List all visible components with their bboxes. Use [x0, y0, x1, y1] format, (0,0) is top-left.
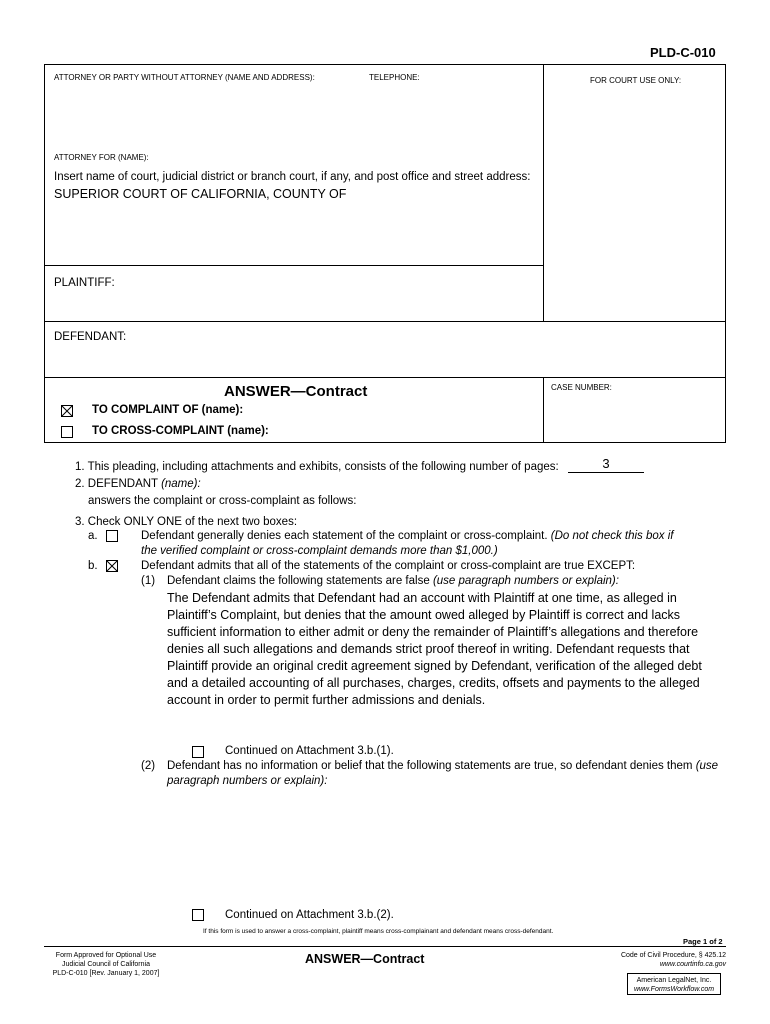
response-line: and a detailed accounting of all purchases, charges, credits, offsets and payments to the alleged — [167, 676, 700, 690]
item2-text: answers the complaint or cross-complaint as follows: — [88, 495, 357, 507]
item3b-text: Defendant admits that all of the statements of the complaint or cross-complaint are true EXCEPT: — [141, 560, 636, 572]
form-id: PLD-C-010 — [650, 45, 716, 60]
response-line: Plaintiff’s Complaint, but denies that the amount owed alleged by Plaintiff is correct and lacks — [167, 608, 681, 622]
continued-2-checkbox[interactable] — [192, 909, 204, 921]
item3a-note: (Do not check this box if — [550, 530, 674, 542]
response-line: account in order to permit further admissions and denials. — [167, 693, 486, 707]
to-complaint-label: TO COMPLAINT OF (name): — [92, 404, 244, 416]
approval-line: Judicial Council of California — [62, 961, 150, 968]
form-approval — [44, 951, 168, 978]
approval-line: Form Approved for Optional Use — [55, 952, 157, 959]
court-instruction: Insert name of court, judicial district or branch court, if any, and post office and street address: — [54, 171, 531, 183]
court-use-label: FOR COURT USE ONLY: — [590, 76, 682, 85]
item3b1-marker: (1) — [141, 575, 156, 587]
item2-label: 2. DEFENDANT — [75, 478, 158, 490]
approval-line: PLD-C-010 [Rev. January 1, 2007] — [52, 970, 160, 977]
continued-2-label: Continued on Attachment 3.b.(2). — [225, 909, 394, 921]
item3a-text: Defendant generally denies each statement of the complaint or cross-complaint. — [141, 530, 548, 542]
item3b1-hint: (use paragraph numbers or explain): — [432, 575, 619, 587]
court-website: www.courtinfo.ca.gov — [659, 961, 726, 968]
item3b1-response[interactable] — [167, 590, 727, 709]
case-number-label: CASE NUMBER: — [551, 383, 612, 392]
to-cross-complaint-checkbox[interactable] — [61, 426, 73, 438]
item3b2-marker: (2) — [141, 760, 156, 772]
continued-1-checkbox[interactable] — [192, 746, 204, 758]
telephone-label: TELEPHONE: — [369, 73, 420, 82]
item3b2-hint: (use — [695, 760, 719, 772]
page-count-field[interactable]: 3 — [568, 456, 644, 473]
defendant-label: DEFENDANT: — [54, 331, 127, 343]
attorney-label: ATTORNEY OR PARTY WITHOUT ATTORNEY (NAME AND ADDRESS): — [54, 73, 315, 82]
item3b-marker: b. — [88, 560, 98, 572]
code-line: Code of Civil Procedure, § 425.12 — [620, 952, 726, 959]
continued-1-label: Continued on Attachment 3.b.(1). — [225, 745, 394, 757]
item3a-marker: a. — [88, 530, 98, 542]
item3b2-hint-continued: paragraph numbers or explain): — [167, 775, 328, 787]
to-cross-complaint-label: TO CROSS-COMPLAINT (name): — [92, 425, 269, 437]
item2-name-hint: (name): — [161, 478, 201, 490]
check-x-icon — [107, 561, 117, 571]
item3b2-text: Defendant has no information or belief that the following statements are true, so defendant denies them — [167, 760, 693, 772]
item3-text: 3. Check ONLY ONE of the next two boxes: — [75, 516, 298, 528]
footer-title: ANSWER—Contract — [305, 952, 425, 966]
attorney-for-label: ATTORNEY FOR (NAME): — [54, 153, 149, 162]
page-number: Page 1 of 2 — [683, 937, 723, 946]
caption-title: ANSWER—Contract — [224, 383, 368, 400]
plaintiff-label: PLAINTIFF: — [54, 277, 115, 289]
item1-text: 1. This pleading, including attachments and exhibits, consists of the following number of pages: — [75, 461, 559, 473]
response-line: sufficient information to either admit or deny the remainder of Plaintiff’s allegations and therefore — [167, 625, 699, 639]
publisher-box — [627, 973, 721, 995]
check-x-icon — [62, 406, 72, 416]
response-line: The Defendant admits that Defendant had an account with Plaintiff at one time, as alleged in — [167, 591, 677, 605]
item3b-checkbox[interactable] — [106, 560, 118, 572]
code-citation — [560, 951, 726, 969]
item3a-note-continued: the verified complaint or cross-complaint demands more than $1,000.) — [141, 545, 498, 557]
court-name[interactable]: SUPERIOR COURT OF CALIFORNIA, COUNTY OF — [54, 187, 347, 201]
to-complaint-checkbox[interactable] — [61, 405, 73, 417]
response-line: denies all such allegations and demands strict proof thereof in writing. Defendant requests that — [167, 642, 690, 656]
publisher-website: www.FormsWorkflow.com — [633, 986, 715, 993]
publisher-name: American LegalNet, Inc. — [636, 977, 712, 984]
item3a-checkbox[interactable] — [106, 530, 118, 542]
response-line: Plaintiff provide an original credit agreement signed by Defendant, verification of the alleged debt — [167, 659, 702, 673]
cross-complaint-note: If this form is used to answer a cross-complaint, plaintiff means cross-complainant and defendant means cross-defendant. — [203, 928, 554, 935]
item3b1-text: Defendant claims the following statements are false — [167, 575, 430, 587]
caption-box — [44, 64, 726, 443]
